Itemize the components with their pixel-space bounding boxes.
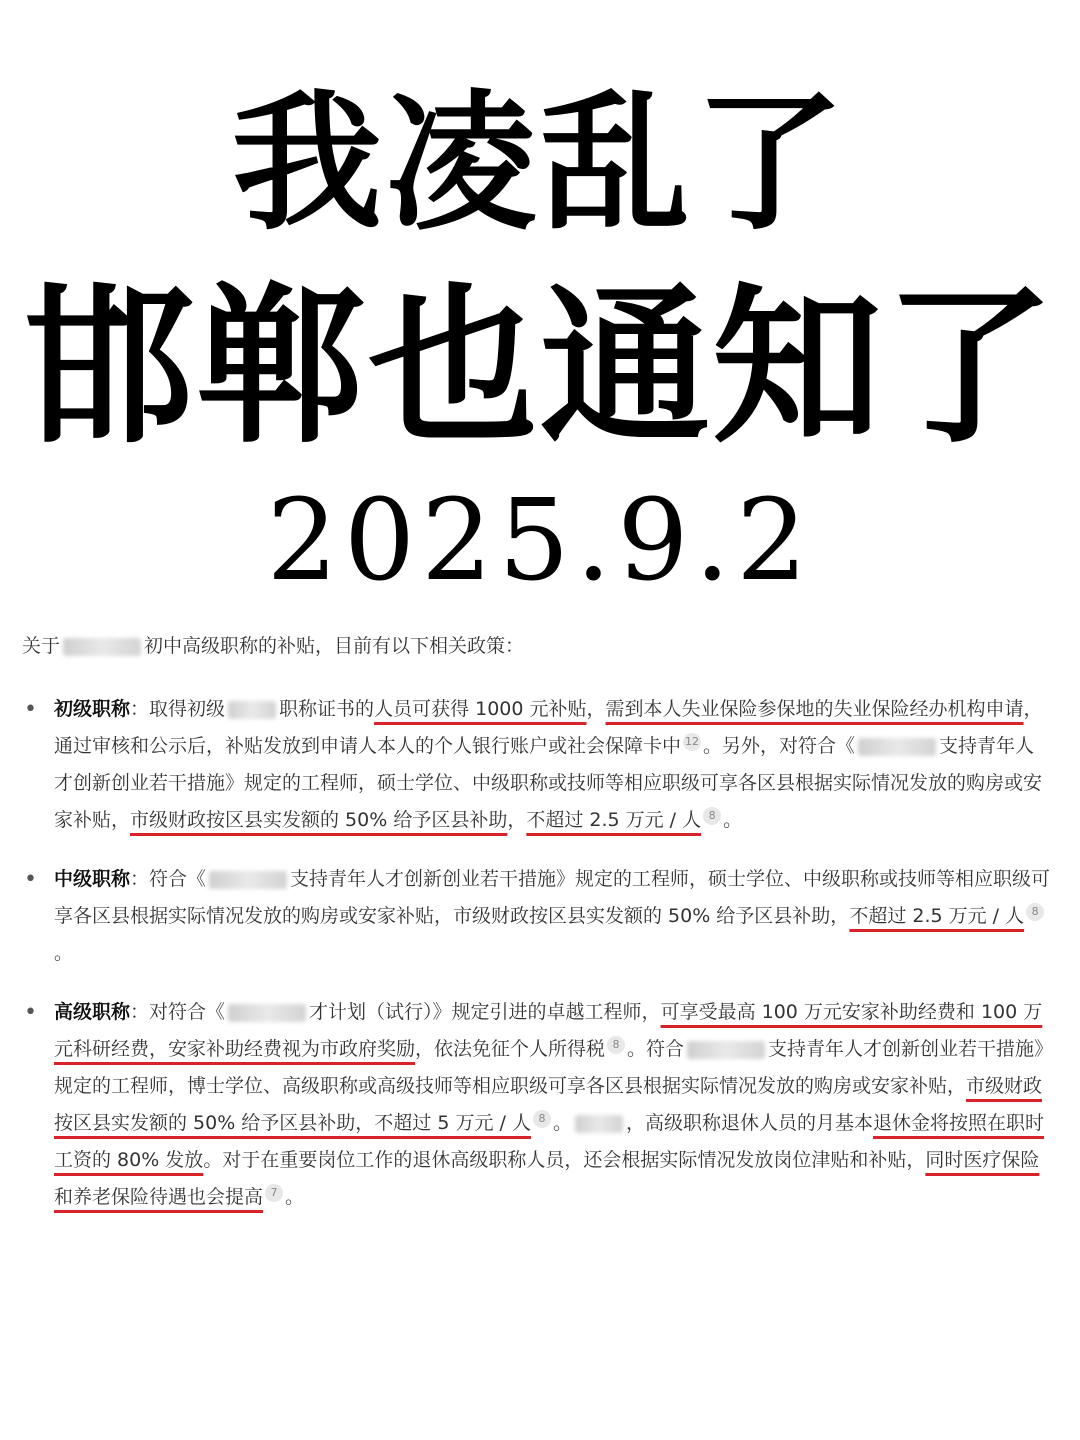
intro-text-a: 关于 bbox=[22, 635, 61, 657]
body-text: 支持青年人才创新创业若干措施》规定的工程师，博士学位、高级职称或高级技师等相应职级可享各区县根据实际情况发放的购房或安家补贴， bbox=[54, 1038, 1044, 1097]
underlined-text: 退休金将按照在职时工资的 80% 发放 bbox=[54, 1112, 1045, 1171]
underlined-text: 同时医疗保险和养老保险待遇也会提高 bbox=[54, 1149, 1040, 1208]
redacted-text bbox=[687, 1041, 765, 1059]
redacted-text bbox=[228, 1004, 306, 1022]
term-label: 初级职称 bbox=[54, 698, 131, 720]
list-item-intermediate bbox=[22, 861, 1052, 972]
body-text: 职称证书的 bbox=[279, 698, 375, 720]
body-text: ， bbox=[586, 698, 606, 720]
underlined-text: 不超过 2.5 万元 / 人 bbox=[849, 905, 1025, 927]
redacted-text bbox=[858, 738, 936, 756]
body-text: 对符合《 bbox=[149, 1001, 226, 1023]
body-text: 取得初级 bbox=[149, 698, 226, 720]
body-text: 。另外，对符合《 bbox=[703, 735, 856, 757]
citation-badge[interactable]: 8 bbox=[1026, 903, 1044, 921]
term-label: 中级职称 bbox=[54, 868, 131, 890]
underlined-text: 需到本人失业保险参保地的失业保险经办机构申请 bbox=[605, 698, 1024, 720]
body-text: ，依法免征个人所得税 bbox=[415, 1038, 606, 1060]
citation-badge[interactable]: 7 bbox=[265, 1184, 283, 1202]
body-text: 支持青年人才创新创业若干措施》规定的工程师，硕士学位、中级职称或技师等相应职级可享各区县根据实际情况发放的购房或安家补贴，市级财政按区县实发额的 50% 给予区县补助， bbox=[54, 868, 1051, 927]
body-text: ， bbox=[507, 809, 527, 831]
body-text: 。 bbox=[552, 1112, 572, 1134]
list-item-junior bbox=[22, 691, 1052, 839]
separator: ： bbox=[130, 868, 150, 890]
separator: ： bbox=[130, 698, 150, 720]
citation-badge[interactable]: 8 bbox=[607, 1036, 625, 1054]
body-text: ，高级职称退休人员的月基本 bbox=[625, 1112, 873, 1134]
citation-badge[interactable]: 8 bbox=[703, 807, 721, 825]
redacted-text bbox=[63, 638, 141, 656]
body-text: 符合《 bbox=[149, 868, 207, 890]
body-text: 。 bbox=[723, 809, 743, 831]
body-text: 。 bbox=[285, 1186, 305, 1208]
redacted-text bbox=[575, 1115, 623, 1133]
term-label: 高级职称 bbox=[54, 1001, 131, 1023]
bullet-icon: • bbox=[24, 697, 37, 722]
separator: ： bbox=[130, 1001, 150, 1023]
body-text: 。 bbox=[54, 942, 74, 964]
underlined-text: 不超过 2.5 万元 / 人 bbox=[526, 809, 702, 831]
underlined-text: 可享受最高 100 万元安家补助经费和 100 万元科研经费，安家补助经费视为市政府奖励 bbox=[54, 1001, 1043, 1060]
bullet-icon: • bbox=[24, 1000, 37, 1025]
body-text: 支持青年人才创新创业若干措施》规定的工程师，硕士学位、中级职称或技师等相应职级可享各区县根据实际情况发放的购房或安家补贴， bbox=[54, 735, 1043, 831]
underlined-text: 市级财政按区县实发额的 50% 给予区县补助 bbox=[130, 809, 508, 831]
list-item-senior bbox=[22, 994, 1052, 1216]
body-text: ，通过审核和公示后，补贴发放到申请人本人的个人银行账户或社会保障卡中 bbox=[54, 698, 1043, 757]
headline-date: 2025.9.2 bbox=[266, 476, 814, 606]
body-text: 才计划（试行）》规定引进的卓越工程师， bbox=[309, 1001, 661, 1023]
policy-document bbox=[22, 628, 1052, 1238]
intro-paragraph bbox=[22, 628, 1052, 665]
citation-badge[interactable]: 12 bbox=[683, 733, 701, 751]
body-text: 。符合 bbox=[627, 1038, 685, 1060]
headline-line-2: 邯郸也通知了 bbox=[23, 267, 1056, 467]
redacted-text bbox=[228, 701, 276, 719]
headline-line-1: 我凌乱了 bbox=[231, 75, 848, 251]
bullet-icon: • bbox=[24, 867, 37, 892]
citation-badge[interactable]: 8 bbox=[533, 1110, 551, 1128]
underlined-text: 市级财政按区县实发额的 50% 给予区县补助，不超过 5 万元 / 人 bbox=[54, 1075, 1043, 1134]
intro-text-b: 初中高级职称的补贴，目前有以下相关政策： bbox=[144, 635, 525, 657]
underlined-text: 人员可获得 1000 元补贴 bbox=[374, 698, 587, 720]
body-text: 。对于在重要岗位工作的退休高级职称人员，还会根据实际情况发放岗位津贴和补贴， bbox=[203, 1149, 926, 1171]
redacted-text bbox=[209, 871, 287, 889]
